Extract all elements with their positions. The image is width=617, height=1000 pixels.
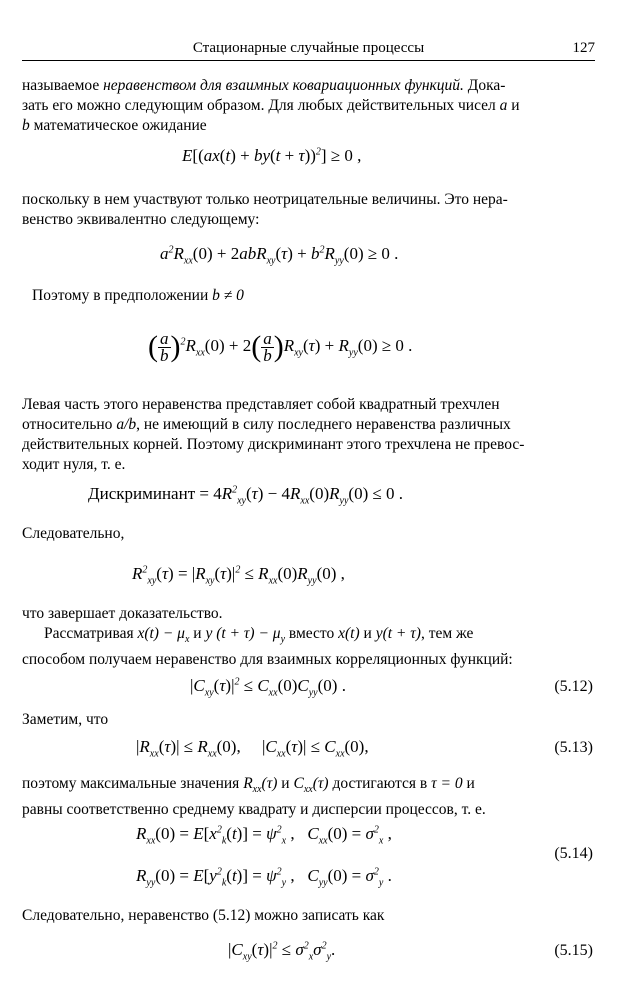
- paragraph-nonnegative: поскольку в нем участвуют только неотрицательные величины. Это нера- венство эквивалентно следующему:: [22, 191, 508, 228]
- paragraph-therefore: Следовательно,: [22, 525, 125, 542]
- formula-quadratic: $a^2R_{xx}(0) + 2abR_{xy}(\tau) + b^2R_{yy}(0) \ge 0$ .: [160, 244, 399, 267]
- paragraph-proof-complete: что завершает доказательство.: [22, 605, 223, 622]
- paragraph-assumption: Поэтому в предположении b ≠ 0: [32, 287, 244, 304]
- paragraph-correlation: Рассматривая $x(t) - \mu_x$ и y $(t + \tau) - \mu_y$ вместо x(t) и y(t + τ), тем же способом получаем неравенство для взаимных корреляционных функций:: [22, 625, 513, 669]
- formula-5-14-second: $R_{yy}(0) = E[y^2_k(t)] = \psi^2_y$ , $C_{yy}(0) = \sigma^2_y$ .: [136, 866, 392, 889]
- equation-number-5-15: (5.15): [554, 942, 593, 959]
- equation-number-5-14: (5.14): [554, 845, 593, 862]
- paragraph-note: Заметим, что: [22, 711, 109, 728]
- page-number: 127: [572, 40, 595, 56]
- formula-5-12: $|C_{xy}(\tau)|^2 \le C_{xx}(0)C_{yy}(0)$ .: [190, 676, 346, 699]
- formula-divided: ( $\frac{a}{b}$ )$^2R_{xx}(0) + 2$( $\frac{a}{b}$ )$R_{xy}(\tau) + R_{yy}(0) \ge 0$ .: [148, 328, 413, 365]
- paragraph-rewrite: Следовательно, неравенство (5.12) можно записать как: [22, 907, 385, 924]
- running-header: [22, 40, 595, 61]
- chapter-title: Стационарные случайные процессы: [192, 40, 425, 56]
- paragraph-maximum-values: поэтому максимальные значения $R_{xx}(\tau)$ и $C_{xx}(\tau)$ достигаются в τ = 0 и равны соответственно среднему квадрату и дисперсии процессов, т. е.: [22, 775, 486, 819]
- discriminant-label: Дискриминант: [88, 484, 196, 503]
- emphasized-term: неравенством для взаимных ковариационных функций.: [103, 77, 464, 94]
- equation-number-5-13: (5.13): [554, 739, 593, 756]
- formula-expectation: $E[(ax(t) + by(t + \tau))^2] \ge 0$ ,: [182, 146, 362, 165]
- formula-discriminant: Дискриминант = $4R^2_{xy}(\tau) - 4R_{xx}(0)R_{yy}(0) \le 0$ .: [88, 484, 404, 507]
- formula-cross-inequality: $R^2_{xy}(\tau) = |R_{xy}(\tau)|^2 \le R_{xx}(0)R_{yy}(0)$ ,: [132, 564, 345, 587]
- formula-5-13: $|R_{xx}(\tau)| \le R_{xx}(0)$, $|C_{xx}(\tau)| \le C_{xx}(0)$,: [136, 737, 369, 760]
- equation-number-5-12: (5.12): [554, 678, 593, 695]
- paragraph-intro: называемое неравенством для взаимных ковариационных функций. Дока- зать его можно следующим образом. Для любых действительных чисел a и b математическое ожидание: [22, 77, 520, 134]
- paragraph-discriminant: Левая часть этого неравенства представляет собой квадратный трехчлен относительно a/b, не имеющий в силу последнего неравенства различных действительных корней. Поэтому дискриминант этого трехчлена не превос- ходит нуля, т. е.: [22, 396, 525, 473]
- formula-5-15: $|C_{xy}(\tau)|^2 \le \sigma^2_x\sigma^2_y$.: [228, 940, 336, 963]
- formula-5-14-first: $R_{xx}(0) = E[x^2_k(t)] = \psi^2_x$ , $C_{xx}(0) = \sigma^2_x$ ,: [136, 824, 392, 847]
